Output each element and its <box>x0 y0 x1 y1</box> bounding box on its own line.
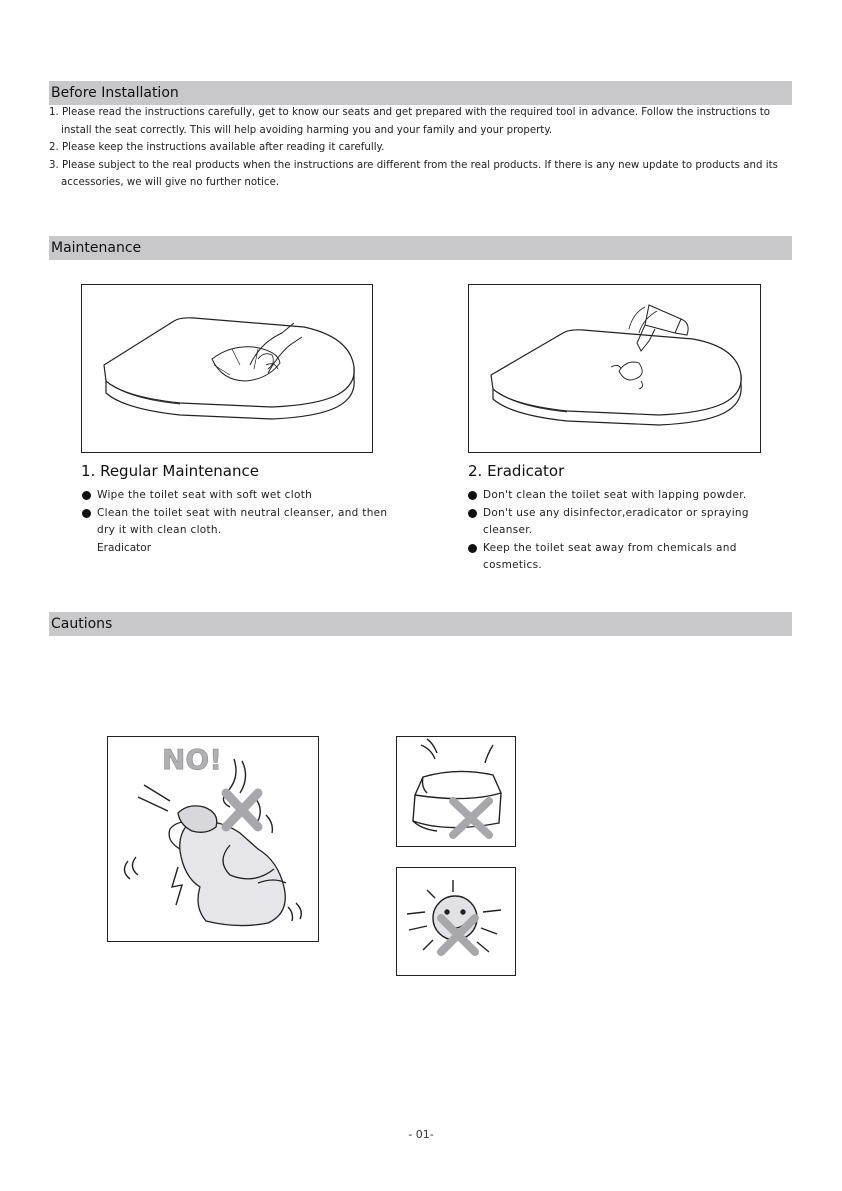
eradicator-bullets <box>467 487 767 575</box>
heated-box-drawing <box>397 737 515 846</box>
instruction-item: 2. Please keep the instructions available after reading it carefully. <box>49 142 385 153</box>
bullet-item <box>467 540 767 575</box>
bullet-icon <box>468 544 477 553</box>
spraying-seat-drawing <box>469 285 760 452</box>
bullet-icon <box>82 491 91 500</box>
bullet-icon <box>468 509 477 518</box>
sun-drawing <box>397 868 515 975</box>
eradicator-illustration <box>468 284 761 453</box>
bullet-icon <box>468 491 477 500</box>
regular-maintenance-illustration <box>81 284 373 453</box>
bullet-text: Keep the toilet seat away from chemicals and cosmetics. <box>483 541 737 571</box>
maintenance-heading: Maintenance <box>49 236 792 260</box>
caution-sunlight-illustration <box>396 867 516 976</box>
bullet-item <box>81 487 393 505</box>
regular-maintenance-extra-line: Eradicator <box>97 542 152 554</box>
bullet-item <box>467 505 767 540</box>
no-label: NO! <box>162 743 223 776</box>
caution-heat-object-illustration <box>396 736 516 847</box>
regular-maintenance-title: 1. Regular Maintenance <box>81 462 259 480</box>
bullet-text: Don't use any disinfector,eradicator or spraying cleanser. <box>483 506 749 536</box>
bullet-item <box>467 487 767 505</box>
page-number: - 01- <box>408 1128 434 1141</box>
regular-maintenance-bullets <box>81 487 393 540</box>
bullet-text: Wipe the toilet seat with soft wet cloth <box>97 489 313 501</box>
cautions-heading: Cautions <box>49 612 792 636</box>
eradicator-title: 2. Eradicator <box>468 462 565 480</box>
bullet-text: Don't clean the toilet seat with lapping powder. <box>483 489 747 501</box>
installation-instructions-list <box>49 104 794 192</box>
cross-icon <box>226 793 258 827</box>
instruction-item: 1. Please read the instructions carefully, get to know our seats and get prepared with the required tool in advance. Follow the instructions to install the seat correctly. This will help avoiding harming you and your family and your property. <box>49 107 771 136</box>
cross-icon <box>453 801 489 835</box>
bullet-icon <box>82 509 91 518</box>
before-installation-heading: Before Installation <box>49 81 792 105</box>
wiping-seat-drawing <box>82 285 372 452</box>
toilet-cartoon-drawing <box>108 737 318 941</box>
bullet-text: Clean the toilet seat with neutral cleanser, and then dry it with clean cloth. <box>97 506 388 536</box>
instruction-item: 3. Please subject to the real products when the instructions are different from the real products. If there is any new update to products and its accessories, we will give no further notice. <box>49 159 778 188</box>
caution-no-standing-illustration <box>107 736 319 942</box>
bullet-item <box>81 505 393 540</box>
